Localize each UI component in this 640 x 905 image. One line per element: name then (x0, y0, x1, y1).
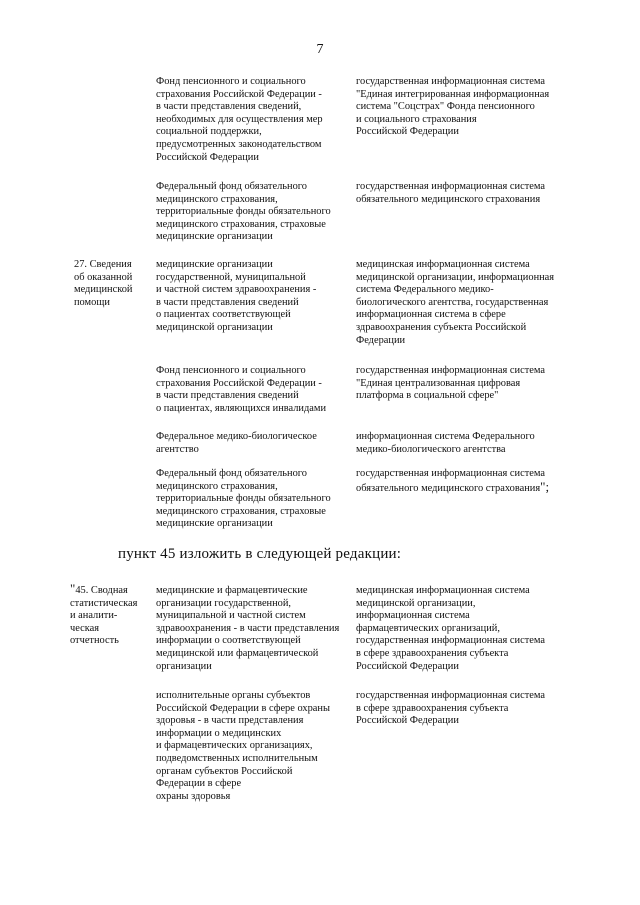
row-a1-organization: Фонд пенсионного и социального страхования Российской Федерации - в части представления сведений, необходимых для осуществления мер социальной поддержки, предусмотренных законодательством Российской Федерации (156, 76, 323, 163)
section-heading: пункт 45 изложить в следующей редакции: (118, 546, 402, 562)
row-a1-information-system: государственная информационная система "Единая интегрированная информационная система "Соцстрах" Фонда пенсионного и социального страхования Российской Федерации (356, 76, 550, 138)
row-a2-organization: Федеральный фонд обязательного медицинского страхования, территориальные фонды обязательного медицинского страхования, страховые медицинские организации (156, 181, 331, 243)
row-a3-organization: медицинские организации государственной, муниципальной и частной систем здравоохранения - в части представления сведений о пациентах соответствующей медицинской организации (156, 259, 317, 333)
row-a5-organization: Федеральное медико-биологическое агентство (156, 431, 317, 455)
row-a3-information-system: медицинская информационная система медицинской организации, информационная система Федерального медико- биологического агентства, государственная информационная система в сфере здравоохранения субъекта Российской Федерации (356, 259, 555, 346)
closing-quote: "; (540, 478, 550, 494)
page-number: 7 (316, 42, 324, 57)
row-b1-organization: медицинские и фармацевтические организации государственной, муниципальной и частной систем здравоохранения - в части представления информации о соответствующей медицинской или фармацевтической организации (156, 585, 340, 672)
row-b1-information-system: медицинская информационная система медицинской организации, информационная система фармацевтических организаций, государственная информационная система в сфере здравоохранения субъекта Российской Федерации (356, 585, 545, 672)
row-a6-system-text: государственная информационная система обязательного медицинского страхования (356, 468, 545, 494)
row-a6-organization: Федеральный фонд обязательного медицинского страхования, территориальные фонды обязательного медицинского страхования, страховые медицинские организации (156, 468, 331, 530)
item-45-text: 45. Сводная статистическая и аналити- ческая отчетность (70, 585, 138, 647)
row-a6-information-system (356, 468, 576, 495)
row-a4-information-system: государственная информационная система "Единая централизованная цифровая платформа в социальной сфере" (356, 365, 545, 402)
row-a2-information-system: государственная информационная система обязательного медицинского страхования (356, 181, 545, 205)
item-45-title (70, 583, 150, 648)
opening-quote: " (70, 581, 76, 596)
item-27-title: 27. Сведения об оказанной медицинской помощи (74, 259, 133, 308)
row-a5-information-system: информационная система Федерального медико-биологического агентства (356, 431, 535, 455)
row-b2-organization: исполнительные органы субъектов Российской Федерации в сфере охраны здоровья - в части представления информации о медицинских и фармацевтических организациях, подведомственных исполнительным органам субъектов Российской Федерации в сфере охраны здоровья (156, 690, 330, 802)
row-b2-information-system: государственная информационная система в сфере здравоохранения субъекта Российской Федерации (356, 690, 545, 727)
row-a4-organization: Фонд пенсионного и социального страхования Российской Федерации - в части представления сведений о пациентах, являющихся инвалидами (156, 365, 327, 414)
